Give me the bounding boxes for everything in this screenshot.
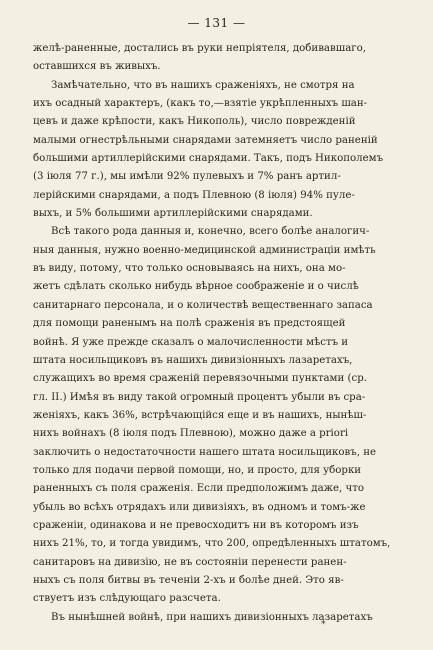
- body-text: [33, 40, 405, 627]
- text-line: Всѣ такого рода данныя и, конечно, всего болѣе аналогич-: [51, 226, 370, 238]
- text-line: санитаровъ на дивизію, не въ состояніи перенести ранен-: [33, 556, 347, 568]
- text-line: лерійскими снарядами, а подъ Плевною (8 іюля) 94% пуле-: [33, 189, 355, 201]
- text-line: желѣ-раненные, достались въ руки непріятеля, добивавшаго,: [33, 43, 366, 54]
- text-line: ствуетъ изъ слѣдующаго разсчета.: [33, 593, 221, 605]
- text-line: служащихъ во время сраженій перевязочными пунктами (ср.: [33, 373, 367, 385]
- text-line: нихъ 21%, то, и тогда увидимъ, что 200, опредѣленныхъ штатомъ,: [33, 538, 391, 550]
- text-line: оставшихся въ живыхъ.: [33, 61, 161, 73]
- footnote-mark: *: [321, 620, 326, 630]
- text-line: убыль во всѣхъ отрядахъ или дивизіяхъ, въ одномъ и томъ-же: [33, 501, 366, 513]
- text-line: войнѣ. Я уже прежде сказалъ о малочисленности мѣстъ и: [33, 336, 349, 348]
- text-line: штата носильщиковъ въ нашихъ дивизіонныхъ лазаретахъ,: [33, 354, 353, 366]
- text-line: гл. II.) Имѣя въ виду такой огромный процентъ убыли въ сра-: [33, 391, 366, 403]
- text-line: нихъ войнахъ (8 іюля подъ Плевною), можно даже a priori: [33, 428, 349, 440]
- text-line: большими артиллерійскими снарядами. Такъ, подъ Никополемъ: [33, 153, 384, 165]
- text-line: женіяхъ, какъ 36%, встрѣчающійся еще и въ нашихъ, нынѣш-: [33, 409, 367, 421]
- text-line: ныя данныя, нужно военно-медицинской администраціи имѣть: [33, 244, 376, 256]
- text-line: только для подачи первой помощи, но, и просто, для уборки: [33, 464, 362, 476]
- text-line: малыми огнестрѣльными снарядами затемняетъ число раненій: [33, 134, 378, 146]
- paragraph: [33, 609, 405, 627]
- text-line: выхъ, и 5% большими артиллерійскими снарядами.: [33, 208, 313, 220]
- paragraph: [33, 77, 405, 224]
- page-number: — 131 —: [187, 16, 246, 30]
- paragraph: [33, 40, 405, 77]
- text-line: для помощи раненымъ на полѣ сраженія въ предстоящей: [33, 318, 346, 330]
- text-line: жетъ сдѣлать сколько нибудь вѣрное соображеніе и о числѣ: [33, 281, 359, 293]
- text-line: раненныхъ съ поля сраженія. Если предположимъ даже, что: [33, 483, 365, 495]
- paragraph: [33, 223, 405, 608]
- text-line: заключить о недостаточности нашего штата носильщиковъ, не: [33, 446, 377, 458]
- text-line: ихъ осадный характеръ, (какъ то,—взятіе укрѣпленныхъ шан-: [33, 98, 368, 110]
- text-line: санитарнаго персонала, и о количествѣ вещественнаго запаса: [33, 299, 373, 311]
- text-line: Въ нынѣшней войнѣ, при нашихъ дивизіонныхъ лазаретахъ: [51, 611, 373, 623]
- text-line: Замѣчательно, что въ нашихъ сраженіяхъ, не смотря на: [51, 79, 355, 91]
- text-line: цевъ и даже крѣпости, какъ Никополь), число повреждeній: [33, 116, 356, 128]
- text-line: (3 іюля 77 г.), мы имѣли 92% пулевыхъ и 7% ранъ артил-: [33, 171, 341, 183]
- text-line: въ виду, потому, что только основываясь на нихъ, она мо-: [33, 263, 346, 275]
- text-line: сраженіи, одинакова и не превосходитъ ни въ которомъ изъ: [33, 519, 359, 531]
- text-line: ныхъ съ поля битвы въ теченіи 2-хъ и болѣе дней. Это яв-: [33, 574, 344, 586]
